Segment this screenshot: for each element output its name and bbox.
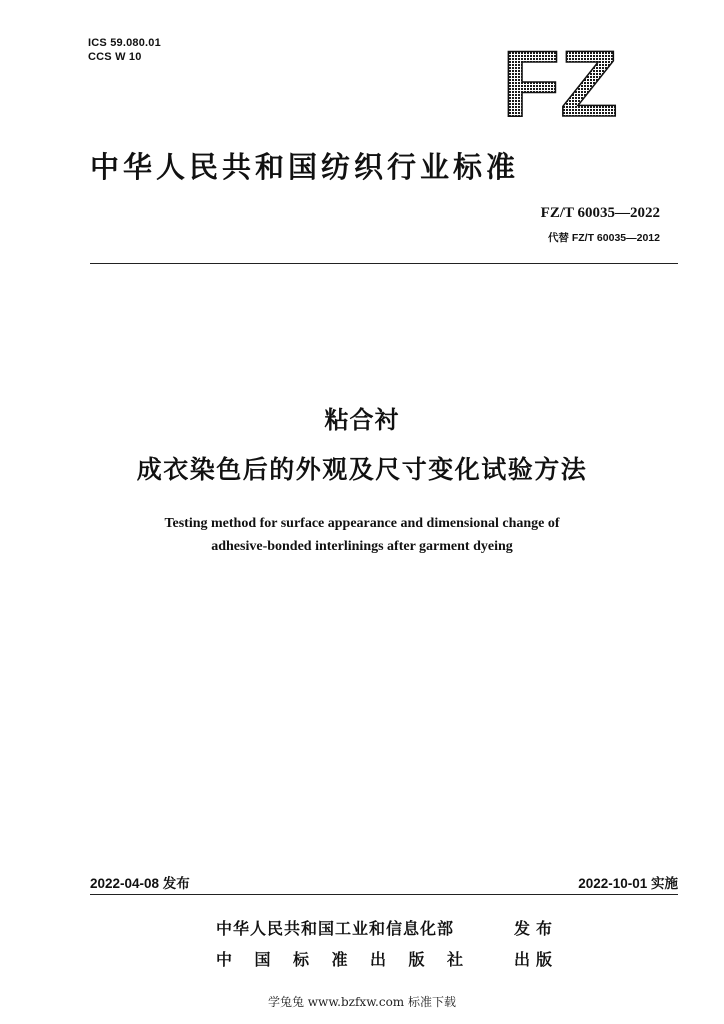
ccs-code: CCS W 10 (88, 51, 142, 63)
ics-code: ICS 59.080.01 (88, 37, 161, 49)
implementation-date: 2022-10-01 实施 (578, 876, 678, 891)
replaces-standard: 代替 FZ/T 60035—2012 (547, 232, 660, 244)
fz-standard-logo-icon (500, 40, 620, 120)
footer-divider (90, 894, 678, 895)
title-en-line2: adhesive-bonded interlinings after garment dyeing (211, 539, 513, 554)
organization-title: 中华人民共和国纺织行业标准 (90, 150, 520, 184)
classification-codes (88, 36, 161, 64)
title-cn-line2: 成衣染色后的外观及尺寸变化试验方法 (136, 455, 588, 484)
title-en-line1: Testing method for surface appearance and dimensional change of (164, 516, 560, 531)
standard-number: FZ/T 60035—2022 (540, 205, 660, 221)
title-cn-line1: 粘合衬 (324, 406, 400, 434)
logo-text: FZ (502, 40, 618, 120)
issuer-name: 中华人民共和国工业和信息化部 (216, 919, 455, 938)
publisher-action: 出版 (514, 950, 559, 969)
publisher-name: 中国标准出版社 (216, 950, 486, 969)
issuer-action: 发布 (514, 919, 559, 938)
watermark: 学兔兔 www.bzfxw.com 标准下载 (267, 995, 457, 1009)
issue-date: 2022-04-08 发布 (90, 876, 190, 891)
header-divider (90, 263, 678, 264)
